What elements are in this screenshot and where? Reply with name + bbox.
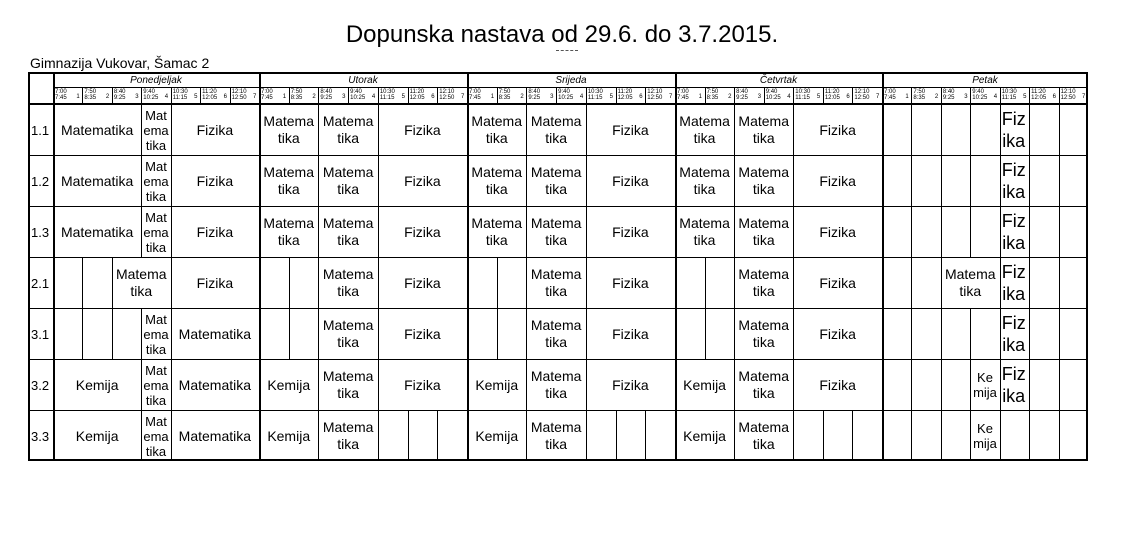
lesson-cell-kemija: Kemija [75,427,119,444]
cell-divider [911,257,912,308]
slot-time: 12:10 12:50 [647,89,663,101]
lesson-cell-matematika: Matema tika [322,266,374,299]
cell-divider [289,257,290,308]
cell-divider [645,410,646,461]
slot-divider [1059,87,1060,103]
lesson-cell-fizika: Fizika [404,274,441,291]
cell-divider [112,308,113,359]
slot-number: 1 [698,94,702,100]
cell-divider [705,308,706,359]
lesson-cell-fizika: Fiz ika [1001,211,1026,253]
lesson-cell-matematika: Matema tika [263,215,314,248]
slot-time: 10:30 11:15 [795,89,811,101]
lesson-cell-fizika: Fizika [196,274,234,291]
lesson-cell-matematika: Matema tika [322,317,374,350]
cell-divider [1059,410,1060,461]
lesson-cell-fizika: Fizika [819,121,856,138]
lesson-cell-fizika: Fizika [612,376,649,393]
cell-divider [408,410,409,461]
slot-divider [289,87,290,103]
lesson-cell-kemija: Kemija [267,427,311,444]
slot-divider [112,87,113,103]
slot-divider [437,87,438,103]
cell-divider [1029,308,1030,359]
row-label: 3.2 [31,377,50,393]
slot-divider [82,87,83,103]
slot-divider [526,87,527,103]
cell-divider [1059,104,1060,155]
lesson-cell-matematika: Matema tika [322,419,374,452]
lesson-cell-matematika: Matema tika [944,266,996,299]
slot-number: 3 [342,94,346,100]
day-header: Ponedjeljak [130,75,182,86]
lesson-cell-matematika: Matema tika [738,266,789,299]
cell-divider [82,308,83,359]
slot-time: 11:20 12:05 [202,89,218,101]
lesson-cell-fizika: Fizika [404,121,441,138]
lesson-cell-matematika: Matema tika [738,164,789,197]
slot-number: 5 [1023,94,1027,100]
slot-divider [200,87,201,103]
day-header: Utorak [348,75,378,86]
cell-divider [1029,410,1030,461]
slot-time: 7:50 8:35 [706,89,719,101]
lesson-cell-fizika: Fizika [196,172,234,189]
cell-divider [793,410,794,461]
cell-divider [1000,410,1001,461]
slot-divider [230,87,231,103]
row-label: 1.3 [31,224,50,240]
slot-number: 5 [609,94,613,100]
slot-number: 4 [164,94,169,100]
lesson-cell-matematika: Matema tika [530,266,582,299]
cell-divider [852,410,853,461]
slot-number: 4 [993,94,998,100]
cell-divider [437,410,438,461]
lesson-cell-fizika: Fizika [404,325,441,342]
slot-number: 3 [550,94,554,100]
cell-divider [941,308,942,359]
slot-divider [378,87,379,103]
lesson-cell-matematika: Matema tika [471,215,522,248]
slot-time: 7:50 8:35 [913,89,926,101]
row-label: 3.1 [31,326,50,342]
lesson-cell-kemija: Kemija [475,376,519,393]
slot-divider [734,87,735,103]
slot-divider [497,87,498,103]
schedule-table [28,72,1088,461]
lesson-cell-fizika: Fizika [612,223,649,240]
slot-number: 4 [371,94,376,100]
lesson-cell-kemija: Kemija [475,427,519,444]
slot-number: 1 [282,94,287,100]
slot-divider [586,87,587,103]
lesson-cell-matematika: Matema tika [738,419,789,452]
lesson-cell-matematika: Matema tika [322,368,374,401]
cell-divider [705,257,706,308]
slot-divider [318,87,319,103]
slot-divider [171,87,172,103]
slot-time: 7:50 8:35 [498,89,511,101]
slot-time: 10:30 11:15 [587,89,603,101]
slot-time: 7:00 7:45 [469,89,481,101]
slot-divider [705,87,706,103]
slot-time: 7:00 7:45 [677,89,689,101]
lesson-cell-fizika: Fiz ika [1001,262,1026,304]
slot-number: 4 [787,94,791,100]
lesson-cell-kemija: Kemija [683,427,726,444]
lesson-cell-fizika: Fiz ika [1001,313,1026,355]
slot-time: 8:40 9:25 [736,89,748,101]
cell-divider [911,155,912,206]
cell-divider [970,308,971,359]
lesson-cell-matematika: Matema tika [679,113,730,146]
slot-time: 10:30 11:15 [172,89,188,101]
lesson-cell-matematika: Matema tika [471,164,522,197]
slot-divider [645,87,646,103]
slot-number: 7 [669,94,673,100]
slot-number: 5 [194,94,198,100]
title-text: Dopunska nastava od 29.6. do 3.7.2015. [345,21,779,48]
slot-time: 8:40 9:25 [320,89,333,101]
slot-divider [1000,87,1001,103]
slot-divider [348,87,349,103]
lesson-cell-kemija: Kemija [75,376,119,393]
slot-time: 12:10 12:50 [854,89,870,101]
lesson-cell-matematika: Matema tika [530,215,582,248]
cell-divider [941,155,942,206]
slot-number: 7 [461,94,465,100]
slot-number: 6 [431,94,435,100]
lesson-cell-matematika: Matema tika [263,113,314,146]
lesson-cell-fizika: Fizika [819,223,856,240]
cell-divider [1029,104,1030,155]
lesson-cell-matematika: Matema tika [471,113,522,146]
day-header: Srijeda [555,75,587,86]
lesson-cell-matematika: Matematika [60,223,134,240]
slot-number: 2 [312,94,316,100]
slot-number: 7 [1082,94,1086,100]
lesson-cell-matematika: Matema tika [738,317,789,350]
slot-number: 5 [401,94,405,100]
title-underline-mark [556,50,578,51]
slot-number: 1 [490,94,495,100]
cell-divider [823,410,824,461]
slot-time: 8:40 9:25 [528,89,541,101]
lesson-cell-kemija: Ke mija [973,370,997,400]
slot-divider [141,87,142,103]
row-label: 2.1 [31,275,50,291]
lesson-cell-fizika: Fizika [612,325,649,342]
cell-divider [82,257,83,308]
slot-time: 7:00 7:45 [884,89,896,101]
cell-divider [1059,155,1060,206]
slot-divider [970,87,971,103]
cell-divider [616,410,617,461]
lesson-cell-matematika: Matema tika [322,113,374,146]
slot-time: 11:20 12:05 [617,89,633,101]
lesson-cell-fizika: Fizika [196,223,234,240]
cell-divider [497,257,498,308]
slot-number: 1 [905,94,909,100]
lesson-cell-matematika: Matema tika [679,164,730,197]
slot-time: 12:10 12:50 [1060,89,1076,101]
lesson-cell-matematika: Mat ema tika [143,362,169,408]
cell-divider [1029,257,1030,308]
lesson-cell-matematika: Mat ema tika [143,209,169,255]
lesson-cell-matematika: Matema tika [322,215,374,248]
slot-time: 11:20 12:05 [824,89,840,101]
cell-divider [1059,308,1060,359]
cell-divider [1029,359,1030,410]
slot-divider [793,87,794,103]
lesson-cell-fizika: Fizika [612,121,649,138]
cell-divider [941,410,942,461]
slot-time: 9:40 10:25 [972,89,988,101]
lesson-cell-matematika: Matema tika [115,266,167,299]
lesson-cell-matematika: Matema tika [530,113,582,146]
lesson-cell-matematika: Matematika [178,427,252,444]
slot-time: 7:00 7:45 [55,89,67,101]
lesson-cell-matematika: Matematika [60,121,134,138]
day-divider [882,74,884,459]
cell-divider [1059,359,1060,410]
cell-divider [1059,257,1060,308]
cell-divider [1029,206,1030,257]
slot-time: 7:50 8:35 [290,89,303,101]
slot-number: 3 [964,94,968,100]
slot-number: 3 [757,94,762,100]
cell-divider [289,308,290,359]
slot-number: 6 [223,94,227,100]
lesson-cell-matematika: Matema tika [530,368,582,401]
lesson-cell-fizika: Fizika [612,172,649,189]
slot-divider [823,87,824,103]
lesson-cell-matematika: Matematika [178,325,252,342]
lesson-cell-fizika: Fiz ika [1001,364,1026,406]
slot-number: 7 [876,94,880,100]
slot-divider [764,87,765,103]
lesson-cell-matematika: Matematika [60,172,134,189]
lesson-cell-matematika: Mat ema tika [143,107,169,153]
row-label: 3.3 [31,428,50,444]
lesson-cell-kemija: Kemija [267,376,311,393]
lesson-cell-matematika: Matema tika [530,419,582,452]
lesson-cell-matematika: Matema tika [738,368,789,401]
slot-number: 5 [816,94,821,100]
lesson-cell-matematika: Matema tika [738,215,789,248]
slot-number: 4 [579,94,584,100]
slot-number: 7 [253,94,257,100]
slot-time: 11:20 12:05 [409,89,425,101]
day-header: Četvrtak [759,75,798,86]
slot-number: 6 [846,94,850,100]
cell-divider [1059,206,1060,257]
lesson-cell-fizika: Fizika [612,274,649,291]
cell-divider [911,308,912,359]
slot-number: 2 [520,94,524,100]
lesson-cell-matematika: Matema tika [679,215,730,248]
day-header: Petak [972,75,998,86]
row-label: 1.2 [31,173,50,189]
row-label: 1.1 [31,122,50,138]
slot-divider [941,87,942,103]
lesson-cell-matematika: Matema tika [738,113,789,146]
cell-divider [970,155,971,206]
lesson-cell-matematika: Mat ema tika [143,413,169,459]
cell-divider [941,104,942,155]
lesson-cell-kemija: Ke mija [973,421,997,451]
slot-time: 12:10 12:50 [231,89,247,101]
cell-divider [941,359,942,410]
page-title [0,20,1124,50]
slot-time: 9:40 10:25 [143,89,159,101]
lesson-cell-fizika: Fizika [196,121,234,138]
slot-time: 9:40 10:25 [558,89,574,101]
slot-number: 6 [639,94,643,100]
cell-divider [497,308,498,359]
lesson-cell-fizika: Fiz ika [1001,160,1026,202]
school-label: Gimnazija Vukovar, Šamac 2 [30,55,210,71]
slot-time: 10:30 11:15 [379,89,395,101]
slot-time: 8:40 9:25 [942,89,955,101]
slot-number: 1 [76,94,80,100]
slot-time: 9:40 10:25 [350,89,366,101]
slot-divider [616,87,617,103]
slot-time: 7:00 7:45 [261,89,273,101]
lesson-cell-matematika: Mat ema tika [143,158,169,204]
cell-divider [911,359,912,410]
lesson-cell-matematika: Matema tika [322,164,374,197]
lesson-cell-matematika: Mat ema tika [143,311,169,357]
slot-time: 10:30 11:15 [1001,89,1017,101]
cell-divider [970,206,971,257]
lesson-cell-matematika: Matema tika [263,164,314,197]
lesson-cell-fizika: Fizika [404,172,441,189]
cell-divider [1029,155,1030,206]
slot-divider [556,87,557,103]
slot-number: 2 [105,94,110,100]
lesson-cell-fizika: Fizika [819,325,856,342]
slot-time: 12:10 12:50 [439,89,455,101]
lesson-cell-matematika: Matematika [178,376,252,393]
slot-divider [408,87,409,103]
cell-divider [911,104,912,155]
lesson-cell-fizika: Fizika [404,376,441,393]
cell-divider [911,410,912,461]
lesson-cell-fizika: Fiz ika [1001,109,1026,151]
slot-divider [1029,87,1030,103]
slot-divider [852,87,853,103]
lesson-cell-matematika: Matema tika [530,164,582,197]
cell-divider [378,410,379,461]
cell-divider [941,206,942,257]
cell-divider [970,104,971,155]
slot-time: 7:50 8:35 [84,89,97,101]
slot-number: 3 [135,94,139,100]
lesson-cell-matematika: Matema tika [530,317,582,350]
slot-number: 2 [728,94,732,100]
lesson-cell-kemija: Kemija [683,376,726,393]
lesson-cell-fizika: Fizika [404,223,441,240]
lesson-cell-fizika: Fizika [819,274,856,291]
slot-time: 11:20 12:05 [1031,89,1047,101]
cell-divider [911,206,912,257]
slot-number: 6 [1052,94,1056,100]
slot-time: 9:40 10:25 [765,89,781,101]
lesson-cell-fizika: Fizika [819,376,856,393]
slot-time: 8:40 9:25 [113,89,126,101]
slot-number: 2 [934,94,939,100]
cell-divider [586,410,587,461]
slot-divider [911,87,912,103]
lesson-cell-fizika: Fizika [819,172,856,189]
